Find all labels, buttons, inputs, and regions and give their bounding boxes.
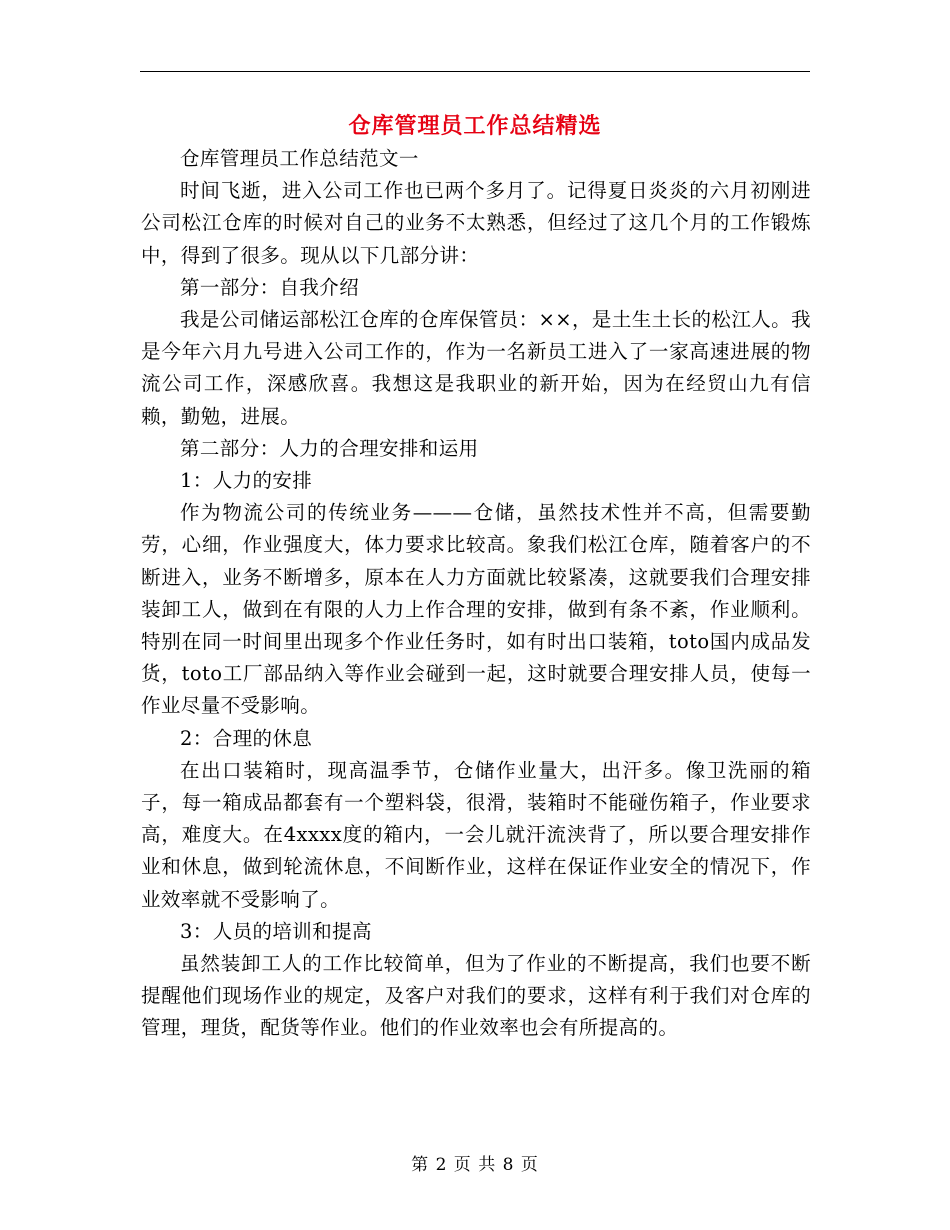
paragraph-rest: 在出口装箱时，现高温季节，仓储作业量大，出汗多。像卫洗丽的箱子，每一箱成品都套有一个塑料袋，很滑，装箱时不能碰伤箱子，作业要求高，难度大。在4xxxx度的箱内，一会儿就汗流浃背了，所以要合理安排作业和休息，做到轮流休息，不间断作业，这样在保证作业安全的情况下，作业效率就不受影响了。 [141, 758, 811, 911]
header-rule [140, 71, 810, 72]
document-body [141, 143, 811, 1045]
subheading-rest: 2：合理的休息 [180, 726, 313, 750]
section-heading-part-two: 第二部分：人力的合理安排和运用 [180, 436, 479, 460]
paragraph-training: 虽然装卸工人的工作比较简单，但为了作业的不断提高，我们也要不断提醒他们现场作业的规定，及客户对我们的要求，这样有利于我们对仓库的管理，理货，配货等作业。他们的作业效率也会有所提高的。 [141, 952, 811, 1040]
section-heading-part-one: 第一部分：自我介绍 [180, 275, 360, 299]
paragraph-staff-arrangement: 作为物流公司的传统业务———仓储，虽然技术性并不高，但需要勤劳，心细，作业强度大，体力要求比较高。象我们松江仓库，随着客户的不断进入，业务不断增多，原本在人力方面就比较紧凑，这就要我们合理安排装卸工人，做到在有限的人力上作合理的安排，做到有条不紊，作业顺利。特别在同一时间里出现多个作业任务时，如有时出口装箱，toto国内成品发货，toto工厂部品纳入等作业会碰到一起，这时就要合理安排人员，使每一作业尽量不受影响。 [141, 501, 811, 718]
paragraph-intro: 时间飞逝，进入公司工作也已两个多月了。记得夏日炎炎的六月初刚进公司松江仓库的时候对自己的业务不太熟悉，但经过了这几个月的工作锻炼中，得到了很多。现从以下几部分讲： [141, 179, 811, 267]
paragraph-subtitle: 仓库管理员工作总结范文一 [180, 147, 419, 170]
subheading-training: 3：人员的培训和提高 [180, 919, 372, 943]
subheading-staff-arrangement: 1：人力的安排 [180, 469, 313, 493]
paragraph-self-introduction: 我是公司储运部松江仓库的仓库保管员：××，是土生土长的松江人。我是今年六月九号进入公司工作的，作为一名新员工进入了一家高速进展的物流公司工作，深感欣喜。我想这是我职业的新开始，因为在经贸山九有信赖，勤勉，进展。 [141, 308, 811, 428]
page-number: 第 2 页 共 8 页 [411, 1155, 539, 1175]
document-title: 仓库管理员工作总结精选 [348, 113, 602, 139]
